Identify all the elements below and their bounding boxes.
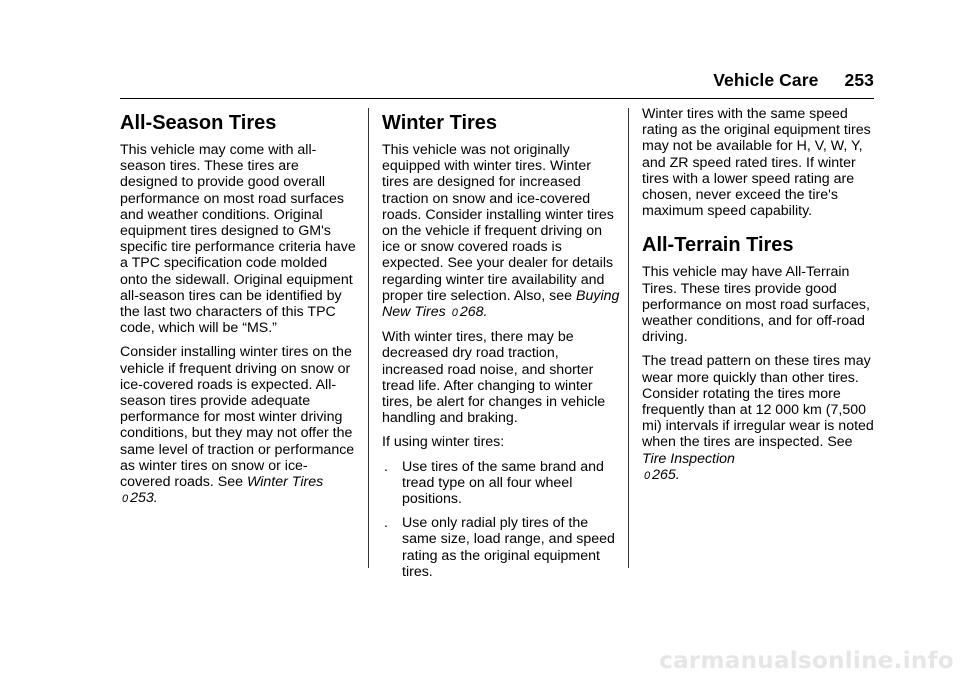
- watermark: carmanualsonline.info: [659, 648, 954, 674]
- column-divider: [628, 108, 629, 568]
- paragraph: If using winter tires:: [382, 434, 505, 451]
- column-divider: [368, 108, 369, 568]
- column-right: [642, 106, 880, 492]
- column-middle: [382, 106, 620, 588]
- paragraph: The tread pattern on these tires may wear more quickly than other tires. Consider rotating the tires more frequently than at 12 000 km (7,500 mi) intervals if irregular wear is noted when the tires are inspected. See Tire Inspection 0 265.: [642, 353, 874, 483]
- column-left: [120, 106, 358, 515]
- header-rule: [120, 98, 874, 99]
- page-ref-icon: 0: [451, 307, 458, 320]
- section-title: Vehicle Care: [713, 70, 819, 90]
- list-item: . Use tires of the same brand and tread type on all four wheel positions.: [384, 458, 604, 508]
- paragraph: Winter tires with the same speed rating as the original equipment tires may not be available for H, V, W, Y, and ZR speed rated tires. If winter tires with a lower speed rating are chosen, never exceed the tire's maximum speed capability.: [642, 106, 871, 220]
- paragraph: Consider installing winter tires on the vehicle if frequent driving on snow or ice-covered roads is expected. All-season tires provide adequate performance for most winter driving conditions, but they may not offer the same level of traction or performance as winter tires on snow or ice-covered roads. See Winter Tires 0 253.: [120, 344, 355, 507]
- page-number: 253: [844, 70, 874, 90]
- cross-reference-link[interactable]: Winter Tires 0 253.: [122, 474, 324, 507]
- paragraph: This vehicle may have All-Terrain Tires. These tires provide good performance on most road surfaces, weather conditions, and for off-road driving.: [642, 264, 870, 346]
- heading-winter-tires: Winter Tires: [382, 112, 498, 134]
- cross-reference-link[interactable]: Tire Inspection 0 265.: [642, 450, 735, 483]
- heading-all-season-tires: All-Season Tires: [120, 112, 277, 134]
- paragraph: With winter tires, there may be decreased dry road traction, increased road noise, and shorter tread life. After changing to winter tires, be alert for changes in vehicle handling and braking.: [382, 329, 606, 427]
- heading-all-terrain-tires: All-Terrain Tires: [642, 234, 794, 257]
- page-ref-icon: 0: [122, 493, 129, 506]
- paragraph: This vehicle was not originally equipped with winter tires. Winter tires are designed for increased traction on snow and ice-covered roads. Consider installing winter tires on the vehicle if frequent driving on ice or snow covered roads is expected. See your dealer for details regarding winter tire availability and proper tire selection. Also, see Buying New Tires 0 268.: [382, 142, 620, 321]
- paragraph: This vehicle may come with all-season tires. These tires are designed to provide good overall performance on most road surfaces and weather conditions. Original equipment tires designed to GM's specific tire performance criteria have a TPC specification code molded onto the sidewall. Original equipment all-season tires can be identified by the last two characters of this TPC code, which will be “MS.”: [120, 142, 356, 337]
- bullet-marker: .: [384, 515, 388, 532]
- list-item: . Use only radial ply tires of the same size, load range, and speed rating as the original equipment tires.: [384, 515, 615, 580]
- cross-reference-link[interactable]: Buying New Tires 0 268.: [382, 287, 620, 321]
- bullet-marker: .: [384, 458, 388, 475]
- page-ref-icon: 0: [644, 469, 651, 482]
- page-header: [713, 70, 874, 91]
